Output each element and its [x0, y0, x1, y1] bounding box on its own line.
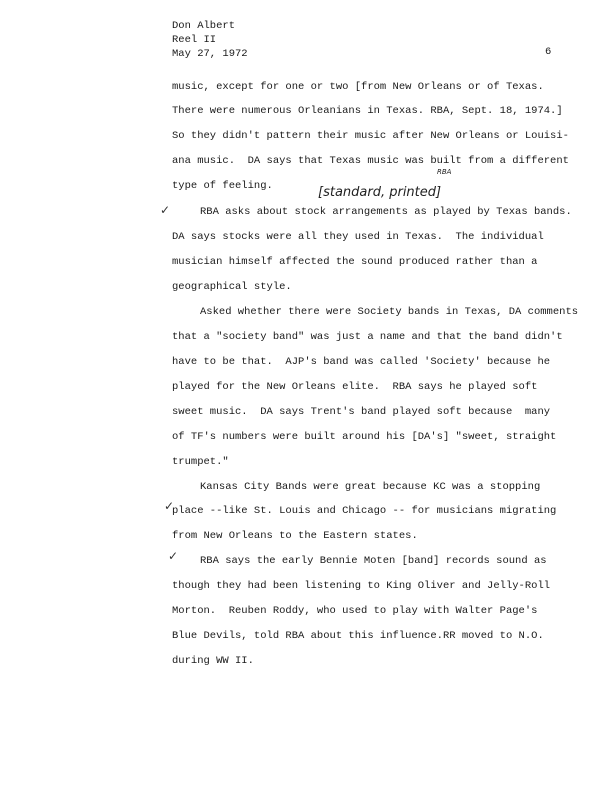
text-line: though they had been listening to King Oliver and Jelly-Roll: [172, 580, 551, 592]
check-mark-icon: ✓: [160, 203, 171, 217]
text-line: RBA says the early Bennie Moten [band] records sound as: [200, 555, 547, 567]
text-line: RBA asks about stock arrangements as played by Texas bands.: [200, 206, 572, 218]
text-line: So they didn't pattern their music after New Orleans or Louisi-: [172, 130, 569, 142]
header-name: Don Albert: [172, 20, 236, 32]
text-line: sweet music. DA says Trent's band played soft because many: [172, 406, 551, 418]
text-line: trumpet.": [172, 456, 229, 468]
page-number: 6: [545, 46, 552, 58]
text-line: DA says stocks were all they used in Texas. The individual: [172, 231, 544, 243]
text-line: Asked whether there were Society bands in Texas, DA comments: [200, 306, 579, 318]
check-mark-icon: ✓: [168, 549, 179, 563]
text-line: played for the New Orleans elite. RBA says he played soft: [172, 381, 538, 393]
text-line: that a "society band" was just a name and that the band didn't: [172, 331, 563, 343]
text-line: Kansas City Bands were great because KC was a stopping: [200, 481, 541, 493]
text-line: musician himself affected the sound produced rather than a: [172, 256, 538, 268]
text-line: of TF's numbers were built around his [DA's] "sweet, straight: [172, 431, 557, 443]
text-line: geographical style.: [172, 281, 292, 293]
text-line: ana music. DA says that Texas music was built from a different: [172, 155, 569, 167]
handwritten-insertion: [standard, printed]: [318, 185, 442, 200]
text-line: from New Orleans to the Eastern states.: [172, 530, 418, 542]
header-reel: Reel II: [172, 34, 217, 46]
header-date: May 27, 1972: [172, 48, 248, 60]
text-line: Blue Devils, told RBA about this influence.RR moved to N.O.: [172, 630, 544, 642]
check-mark-icon: ✓: [164, 499, 175, 513]
handwritten-initials: RBA: [437, 168, 452, 176]
text-line: There were numerous Orleanians in Texas. RBA, Sept. 18, 1974.]: [172, 105, 563, 117]
text-line: music, except for one or two [from New Orleans or of Texas.: [172, 81, 544, 93]
text-line: during WW II.: [172, 655, 254, 667]
text-line: Morton. Reuben Roddy, who used to play with Walter Page's: [172, 605, 538, 617]
text-line: have to be that. AJP's band was called 'Society' because he: [172, 356, 551, 368]
text-line: type of feeling.: [172, 180, 273, 192]
text-line: place --like St. Louis and Chicago -- for musicians migrating: [172, 505, 557, 517]
